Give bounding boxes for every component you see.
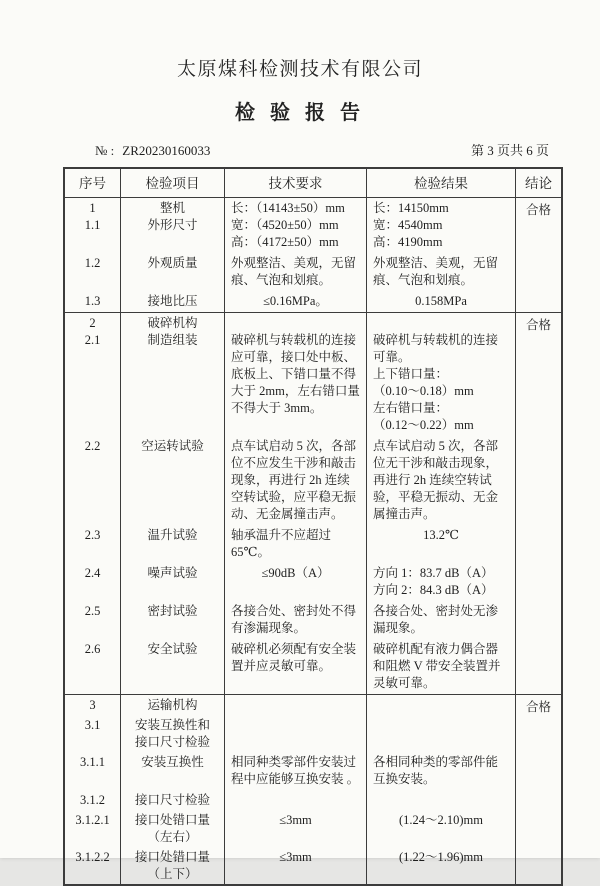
- text-line: 2.3: [84, 528, 101, 542]
- text-line: 3.1.2.2: [75, 850, 110, 864]
- row-number-cell: [65, 436, 121, 525]
- row-number-cell: [65, 790, 121, 810]
- item-cell: [121, 639, 225, 694]
- requirement-cell: [225, 847, 367, 884]
- text-line: 接口处错口量: [134, 850, 210, 864]
- row-number-cell: [65, 313, 121, 436]
- result-cell: [367, 525, 516, 563]
- column-header: 检验项目: [121, 169, 225, 197]
- requirement-cell: [225, 436, 367, 525]
- text-line: ≤3mm: [279, 850, 312, 864]
- text-line: 接地比压: [147, 294, 198, 308]
- text-line: 2.2: [84, 439, 101, 453]
- text-line: 破碎机必须配有安全装置并应灵敏可靠。: [231, 642, 357, 673]
- item-cell: [121, 601, 225, 639]
- text-line: 空运转试验: [141, 439, 204, 453]
- row-number-cell: [65, 639, 121, 694]
- requirement-cell: [225, 715, 367, 752]
- requirement-cell: [225, 810, 367, 847]
- column-header: 序号: [65, 169, 121, 197]
- text-line: 各接合处、密封处无渗漏现象。: [373, 604, 499, 635]
- requirement-cell: [225, 563, 367, 601]
- conclusion-cell: 合格: [525, 700, 551, 714]
- requirement-cell: [225, 752, 367, 790]
- text-line: 0.158MPa: [415, 294, 467, 308]
- result-cell: [367, 810, 516, 847]
- row-number-cell: [65, 198, 121, 253]
- text-line: 安装互换性: [141, 755, 204, 769]
- text-line: 左右错口量：: [373, 401, 449, 415]
- column-header: 技术要求: [225, 169, 367, 197]
- text-line: （0.12～0.22）mm: [373, 418, 474, 432]
- column-header: 结论: [525, 175, 552, 191]
- text-line: 2.5: [84, 604, 101, 618]
- column-header: 检验结果: [367, 169, 516, 197]
- result-cell: [367, 752, 516, 790]
- text-line: 方向 2：84.3 dB（A）: [373, 583, 494, 597]
- conclusion-cell: 合格: [525, 203, 551, 217]
- item-cell: [121, 291, 225, 312]
- result-cell: [367, 695, 516, 715]
- text-line: 3.1: [84, 718, 101, 732]
- text-line: 轴承温升不应超过 65℃。: [231, 528, 332, 559]
- item-cell: [121, 790, 225, 810]
- text-line: 上下错口量：: [373, 367, 449, 381]
- row-number-cell: [65, 810, 121, 847]
- row-number-cell: [65, 291, 121, 312]
- row-number-cell: [65, 253, 121, 291]
- text-line: 噪声试验: [147, 566, 198, 580]
- result-cell: [367, 253, 516, 291]
- text-line: 长：14150mm: [373, 201, 449, 215]
- page-indicator: 第 3 页共 6 页: [470, 143, 549, 158]
- text-line: （0.10～0.18）mm: [373, 384, 474, 398]
- text-line: 宽：4540mm: [373, 218, 443, 232]
- text-line: 点车试启动 5 次，各部位不应发生干涉和敲击现象，再进行 2h 连续空转试验，应平稳无振动、无金属撞击声。: [231, 439, 357, 521]
- result-cell: [367, 639, 516, 694]
- row-number-cell: [65, 695, 121, 715]
- text-line: 各相同种类的零部件能互换安装。: [373, 755, 499, 786]
- text-line: 整机: [159, 201, 185, 215]
- item-cell: [121, 525, 225, 563]
- row-number-cell: [65, 752, 121, 790]
- text-line: 外观整洁、美观，无留痕、气泡和划痕。: [373, 256, 499, 287]
- text-line: 破碎机与转载机的连接应可靠，接口处中板、底板上、下错口量不得大于 2mm，左右错口量不得大于 3mm。: [231, 333, 360, 415]
- text-line: 运输机构: [147, 698, 198, 712]
- row-number-cell: [65, 525, 121, 563]
- text-line: ≤3mm: [279, 813, 312, 827]
- text-line: 3.1.2.1: [75, 813, 110, 827]
- text-line: 高：（4172±50）mm: [231, 235, 339, 249]
- requirement-cell: [225, 790, 367, 810]
- text-line: 13.2℃: [423, 528, 459, 542]
- result-cell: [367, 198, 516, 253]
- text-line: 温升试验: [147, 528, 198, 542]
- text-line: 密封试验: [147, 604, 198, 618]
- result-cell: [367, 847, 516, 884]
- item-cell: [121, 752, 225, 790]
- result-cell: [367, 715, 516, 752]
- result-cell: [367, 790, 516, 810]
- text-line: 相同种类零部件安装过程中应能够互换安装 。: [231, 755, 360, 786]
- text-line: 点车试启动 5 次，各部位无干涉和敲击现象，再进行 2h 连续空转试验，平稳无振动、无金属撞击声。: [373, 439, 499, 521]
- conclusion-cell: 合格: [525, 318, 551, 332]
- text-line: 长：（14143±50）mm: [231, 201, 345, 215]
- text-line: 3: [89, 698, 96, 712]
- requirement-cell: [225, 639, 367, 694]
- text-line: 各接合处、密封处不得有渗漏现象。: [231, 604, 357, 635]
- requirement-cell: [225, 253, 367, 291]
- text-line: 安装互换性和: [134, 718, 210, 732]
- text-line: 破碎机与转载机的连接可靠。: [373, 333, 499, 364]
- row-number-cell: [65, 563, 121, 601]
- report-number: [95, 143, 210, 159]
- item-cell: [121, 253, 225, 291]
- text-line: 2.4: [84, 566, 101, 580]
- item-cell: [121, 847, 225, 884]
- report-number-value: ZR20230160033: [122, 143, 211, 158]
- requirement-cell: [225, 291, 367, 312]
- text-line: 1.2: [84, 256, 101, 270]
- text-line: 1.3: [84, 294, 101, 308]
- table-section: [65, 198, 561, 313]
- text-line: 2: [89, 316, 96, 330]
- item-cell: [121, 563, 225, 601]
- row-number-cell: [65, 715, 121, 752]
- text-line: 1: [89, 201, 96, 215]
- text-line: 安全试验: [147, 642, 198, 656]
- table-section: [65, 695, 561, 884]
- result-cell: [367, 291, 516, 312]
- report-title: 检 验 报 告: [235, 102, 365, 124]
- result-cell: [367, 313, 516, 436]
- text-line: 2.1: [84, 333, 101, 347]
- item-cell: [121, 810, 225, 847]
- report-table: [63, 167, 563, 886]
- text-line: ≤0.16MPa。: [263, 294, 328, 308]
- text-line: 外观整洁、美观，无留痕、气泡和划痕。: [231, 256, 357, 287]
- company-name: 太原煤科检测技术有限公司: [176, 59, 423, 80]
- requirement-cell: [225, 198, 367, 253]
- text-line: 外观质量: [147, 256, 198, 270]
- text-line: (1.24～2.10)mm: [398, 813, 484, 827]
- text-line: 方向 1：83.7 dB（A）: [373, 566, 494, 580]
- item-cell: [121, 313, 225, 436]
- requirement-cell: [225, 695, 367, 715]
- item-cell: [121, 695, 225, 715]
- requirement-cell: [225, 601, 367, 639]
- text-line: 接口尺寸检验: [134, 793, 210, 807]
- text-line: （上下）: [147, 867, 198, 881]
- meta-row: [63, 140, 563, 159]
- text-line: （左右）: [147, 830, 198, 844]
- text-line: 制造组装: [147, 333, 198, 347]
- text-line: 高：4190mm: [373, 235, 443, 249]
- text-line: 3.1.1: [80, 755, 105, 769]
- text-line: 破碎机配有液力偶合器和阻燃 V 带安全装置并灵敏可靠。: [373, 642, 501, 690]
- requirement-cell: [225, 313, 367, 436]
- result-cell: [367, 436, 516, 525]
- requirement-cell: [225, 525, 367, 563]
- row-number-cell: [65, 601, 121, 639]
- item-cell: [121, 198, 225, 253]
- table-header-row: [65, 169, 561, 198]
- result-cell: [367, 601, 516, 639]
- row-number-cell: [65, 847, 121, 884]
- text-line: 破碎机构: [147, 316, 198, 330]
- result-cell: [367, 563, 516, 601]
- item-cell: [121, 436, 225, 525]
- text-line: (1.22～1.96)mm: [398, 850, 484, 864]
- table-section: [65, 313, 561, 695]
- text-line: 2.6: [84, 642, 101, 656]
- text-line: 1.1: [84, 218, 101, 232]
- text-line: 外形尺寸: [147, 218, 198, 232]
- report-number-label: № :: [95, 143, 115, 158]
- text-line: ≤90dB（A）: [261, 566, 330, 580]
- text-line: 3.1.2: [80, 793, 105, 807]
- item-cell: [121, 715, 225, 752]
- text-line: 接口尺寸检验: [134, 735, 210, 749]
- text-line: 宽：（4520±50）mm: [231, 218, 339, 232]
- text-line: 接口处错口量: [134, 813, 210, 827]
